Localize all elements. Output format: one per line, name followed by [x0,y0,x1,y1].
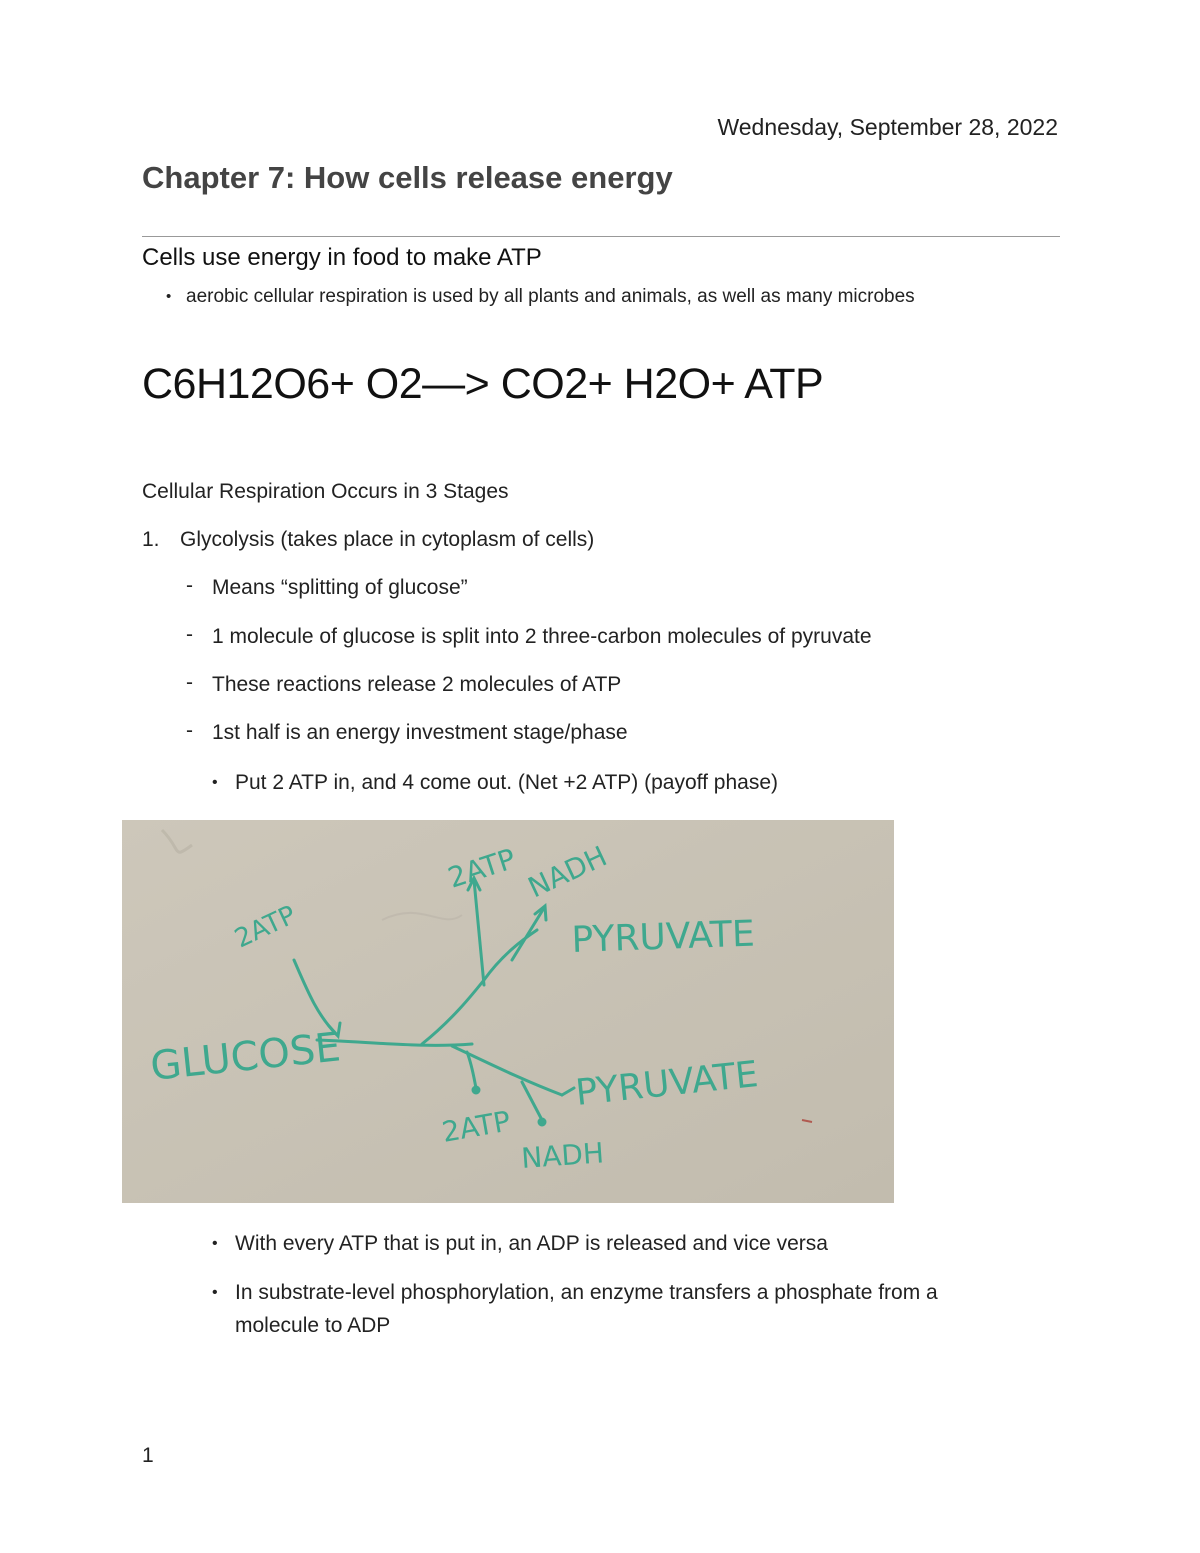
label-pyruvate-bottom: PYRUVATE [573,1054,761,1114]
bullet-text: aerobic cellular respiration is used by all plants and animals, as well as many microbes [186,286,915,307]
label-glucose: GLUCOSE [148,1024,343,1090]
section-heading: Cells use energy in food to make ATP [142,244,542,271]
dash-text: 1 molecule of glucose is split into 2 three-carbon molecules of pyruvate [212,625,872,648]
label-nadh-top: NADH [523,839,612,905]
bullet-text: In substrate-level phosphorylation, an enzyme transfers a phosphate from a [235,1281,938,1304]
sub-bullet-text: Put 2 ATP in, and 4 come out. (Net +2 ATP) (payoff phase) [235,771,778,794]
whiteboard-drawing [122,820,894,1203]
equation: C6H12O6+ O2—> CO2+ H2O+ ATP [142,360,824,408]
title-divider [142,236,1060,237]
label-atp-in: 2ATP [230,900,301,955]
bullet-icon: • [166,288,172,305]
dash-icon: - [186,623,193,646]
bullet-text: With every ATP that is put in, an ADP is released and vice versa [235,1232,828,1255]
bullet-icon: • [212,1284,218,1301]
dash-text: Means “splitting of glucose” [212,576,468,599]
dash-text: 1st half is an energy investment stage/phase [212,721,628,744]
label-nadh-bottom: NADH [520,1136,606,1175]
dash-icon: - [186,574,193,597]
label-atp-bottom: 2ATP [439,1104,513,1149]
bullet-icon: • [212,1235,218,1252]
page-title: Chapter 7: How cells release energy [142,160,673,195]
page-date: Wednesday, September 28, 2022 [717,114,1058,140]
item-text: Glycolysis (takes place in cytoplasm of cells) [180,528,595,551]
glycolysis-photo [122,820,894,1203]
label-atp-top: 2ATP [443,842,520,895]
bullet-continuation: molecule to ADP [235,1314,391,1337]
stages-heading: Cellular Respiration Occurs in 3 Stages [142,480,509,503]
label-pyruvate-top: PYRUVATE [570,913,756,961]
page-number: 1 [142,1444,154,1467]
bullet-icon: • [212,774,218,791]
dash-icon: - [186,719,193,742]
dash-icon: - [186,671,193,694]
list-number: 1. [142,528,160,551]
dash-text: These reactions release 2 molecules of ATP [212,673,622,696]
